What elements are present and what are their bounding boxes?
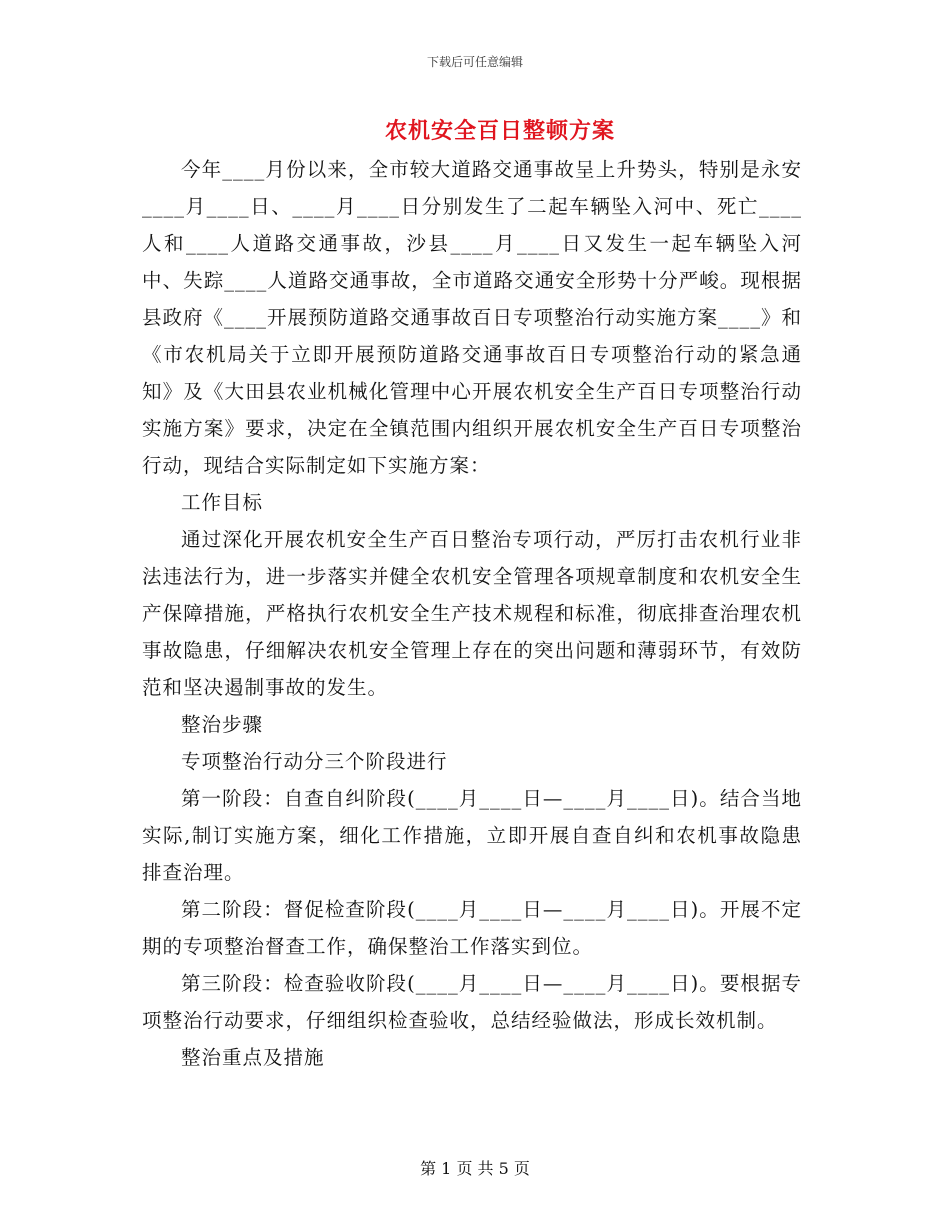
phase-three-paragraph: 第三阶段：检查验收阶段(____月____日—____月____日)。要根据专项整治行动要求，仔细组织检查验收，总结经验做法，形成长效机制。 xyxy=(142,972,802,1032)
intro-paragraph: 今年____月份以来，全市较大道路交通事故呈上升势头，特别是永安____月____日、____月____日分别发生了二起车辆坠入河中、死亡____人和____人道路交通事故，沙县____月____日又发生一起车辆坠入河中、失踪____人道路交通事故，全市道路交通安全形势十分严峻。现根据县政府《____开展预防道路交通事故百日专项整治行动实施方案____》和《市农机局关于立即开展预防道路交通事故百日专项整治行动的紧急通知》及《大田县农业机械化管理中心开展农机安全生产百日专项整治行动实施方案》要求，决定在全镇范围内组织开展农机安全生产百日专项整治行动，现结合实际制定如下实施方案： xyxy=(142,158,803,477)
phase-two-paragraph: 第二阶段：督促检查阶段(____月____日—____月____日)。开展不定期的专项整治督查工作，确保整治工作落实到位。 xyxy=(142,898,802,958)
section-heading-steps: 整治步骤 xyxy=(181,713,264,736)
document-title: 农机安全百日整顿方案 xyxy=(384,118,615,144)
header-note: 下载后可任意编辑 xyxy=(426,55,523,69)
phase-one-paragraph: 第一阶段：自查自纠阶段(____月____日—____月____日)。结合当地实际,制订实施方案，细化工作措施，立即开展自查自纠和农机事故隐患排查治理。 xyxy=(142,787,802,884)
page-footer: 第 1 页 共 5 页 xyxy=(420,1159,530,1178)
document-body xyxy=(142,151,802,1076)
section-heading-measures: 整治重点及措施 xyxy=(181,1046,325,1069)
section-heading-goals: 工作目标 xyxy=(181,491,264,514)
goals-paragraph: 通过深化开展农机安全生产百日整治专项行动，严厉打击农机行业非法违法行为，进一步落实并健全农机安全管理各项规章制度和农机安全生产保障措施，严格执行农机安全生产技术规程和标准，彻底排查治理农机事故隐患，仔细解决农机安全管理上存在的突出问题和薄弱环节，有效防范和坚决遏制事故的发生。 xyxy=(142,528,802,699)
steps-intro-paragraph: 专项整治行动分三个阶段进行 xyxy=(181,750,448,773)
